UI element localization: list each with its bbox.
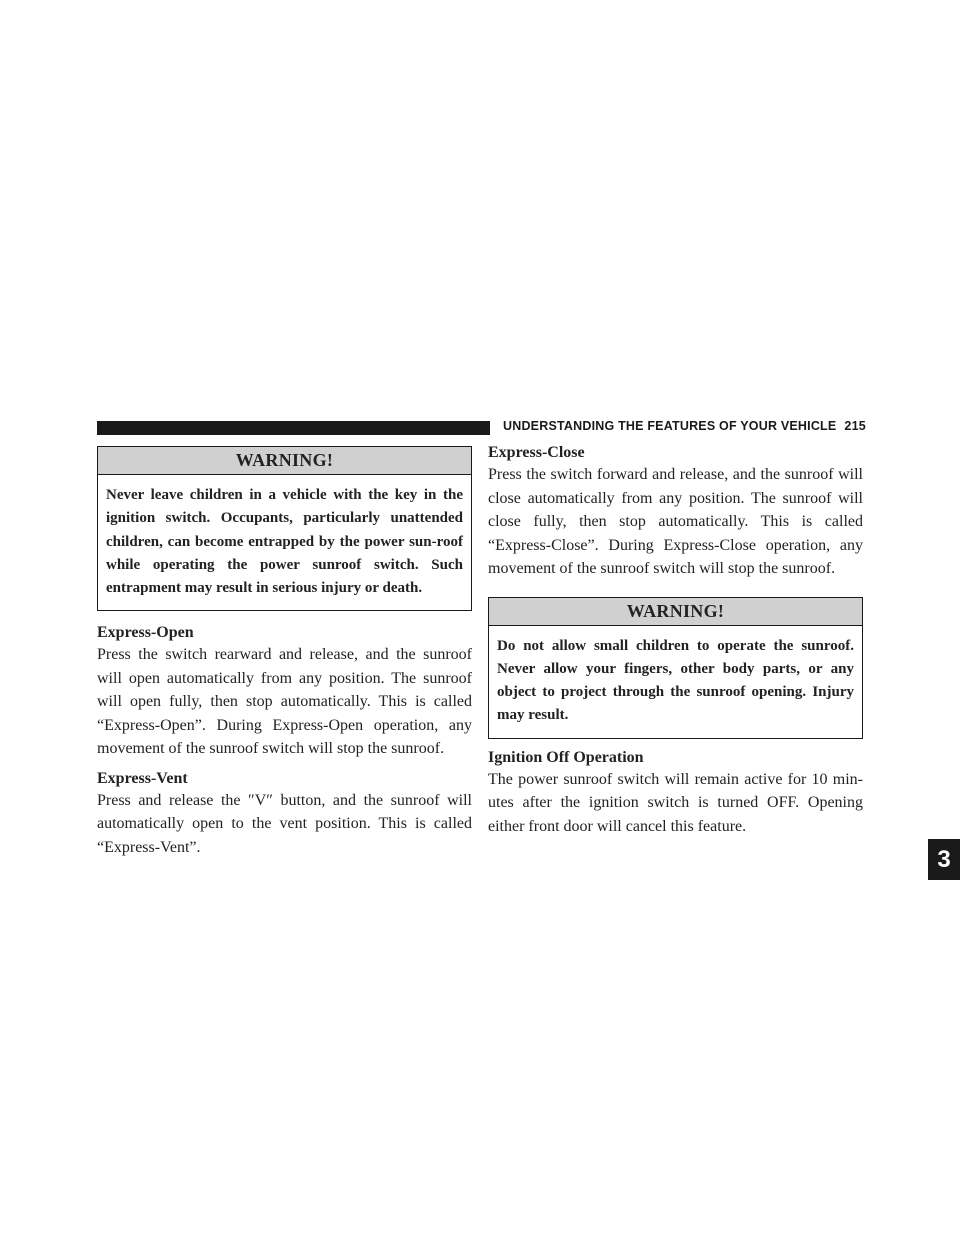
section-heading-express-close: Express-Close [488, 444, 585, 461]
section-express-vent [97, 769, 472, 860]
section-express-open [97, 623, 472, 761]
section-text-express-open: Press the switch rearward and release, and the sunroof will open automatically from any position. The sunroof will open fully, then stop automatically. This is called “Express-Open”. During Express-Open operation, any movement of the sunroof switch will stop the sunroof. [97, 646, 472, 758]
section-text-ignition-off: The power sunroof switch will remain active for 10 min-utes after the ignition switch is turned OFF. Opening either front door will cancel this feature. [488, 770, 863, 835]
section-express-close [488, 443, 863, 581]
section-text-express-vent: Press and release the ″V″ button, and the sunroof will automatically open to the vent position. This is called “Express-Vent”. [97, 791, 472, 856]
header-title: UNDERSTANDING THE FEATURES OF YOUR VEHICLE [503, 419, 837, 433]
running-header [503, 419, 866, 433]
section-heading-express-vent: Express-Vent [97, 769, 188, 787]
warning-title: WARNING! [489, 598, 862, 626]
warning-text: Never leave children in a vehicle with the key in the ignition switch. Occupants, particularly unattended children, can become entrapped by the power sun-roof while operating the power sunroof switch. Such entrapment may result in serious injury or death. [106, 487, 463, 597]
chapter-tab: 3 [928, 839, 960, 880]
left-column [97, 446, 472, 859]
section-heading-ignition-off: Ignition Off Operation [488, 748, 644, 766]
right-column [488, 443, 863, 838]
section-text-express-close: Press the switch forward and release, and the sunroof will close automatically from any position. The sunroof will close fully, then stop automatically. This is called “Express-Close”. During Express-Close operation, any movement of the sunroof switch will stop the sunroof. [488, 466, 863, 577]
section-ignition-off [488, 748, 863, 839]
warning-box-sunroof-children [488, 597, 863, 739]
section-heading-express-open: Express-Open [97, 624, 194, 642]
warning-box-children-key [97, 446, 472, 611]
warning-text: Do not allow small children to operate the sunroof. Never allow your fingers, other body parts, or any object to project through the sunroof opening. Injury may result. [497, 637, 854, 724]
warning-title: WARNING! [98, 447, 471, 475]
page-number: 215 [844, 419, 866, 433]
header-rule [97, 421, 490, 435]
